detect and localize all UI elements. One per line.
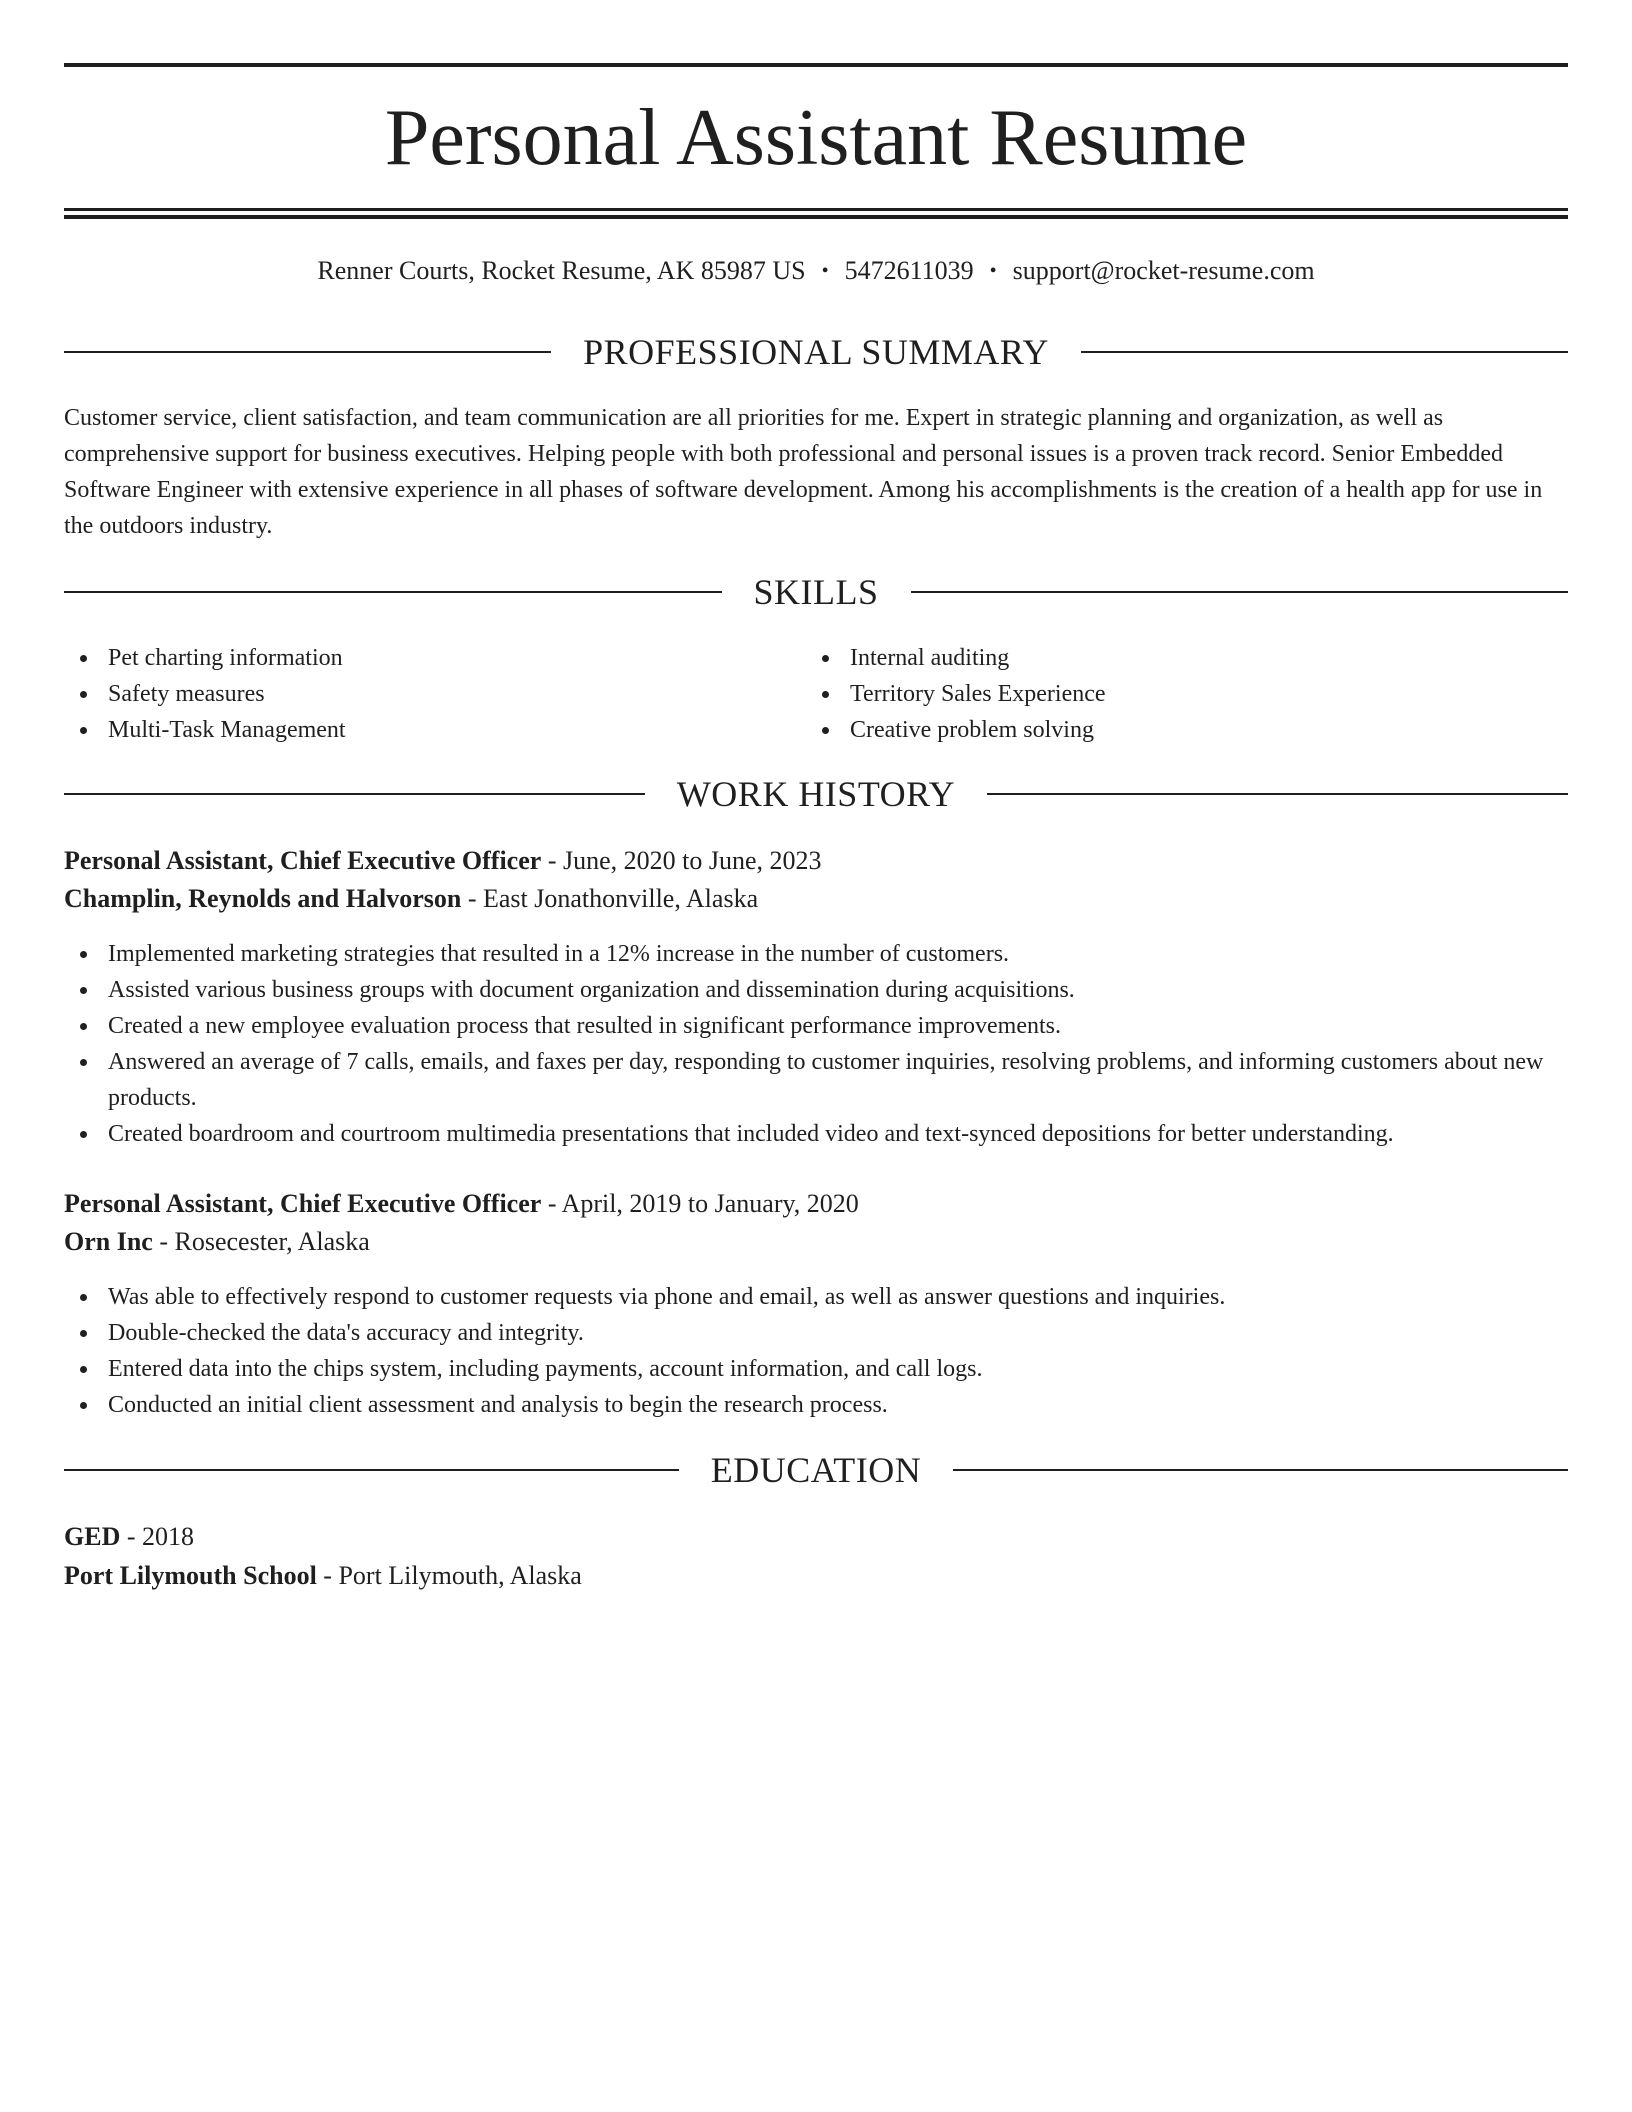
heading-rule <box>64 1469 679 1471</box>
section-heading-education <box>64 1448 1568 1492</box>
job-bullet: Entered data into the chips system, including payments, account information, and call logs. <box>64 1351 1568 1387</box>
heading-rule <box>64 793 645 795</box>
contact-separator: • <box>821 260 829 282</box>
job-bullet: Created a new employee evaluation process that resulted in significant performance improvements. <box>64 1008 1568 1044</box>
section-heading-label: EDUCATION <box>710 1450 922 1490</box>
skills-list-left <box>64 640 784 748</box>
section-heading-summary <box>64 330 1568 374</box>
job-bullet: Created boardroom and courtroom multimedia presentations that included video and text-synced depositions for better understanding. <box>64 1116 1568 1152</box>
heading-rule <box>64 591 722 593</box>
job-bullet: Assisted various business groups with document organization and dissemination during acquisitions. <box>64 972 1568 1008</box>
job-company-line <box>64 1223 1568 1261</box>
job-dates: - April, 2019 to January, 2020 <box>541 1189 859 1218</box>
skill-item: Pet charting information <box>64 640 784 676</box>
job-bullet: Answered an average of 7 calls, emails, and faxes per day, responding to customer inquiries, resolving problems, and informing customers about new products. <box>64 1044 1568 1116</box>
section-heading-label: SKILLS <box>753 572 879 612</box>
top-rule <box>64 63 1568 67</box>
skill-item: Internal auditing <box>806 640 1526 676</box>
title-rule-lower <box>64 215 1568 219</box>
education-school-line <box>64 1557 1568 1595</box>
skill-item: Territory Sales Experience <box>806 676 1526 712</box>
contact-line <box>64 253 1568 289</box>
job-location: - Rosecester, Alaska <box>152 1227 370 1256</box>
skill-item: Creative problem solving <box>806 712 1526 748</box>
education-degree: GED <box>64 1522 121 1551</box>
education-location: - Port Lilymouth, Alaska <box>316 1561 582 1590</box>
job-bullet: Double-checked the data's accuracy and integrity. <box>64 1315 1568 1351</box>
contact-phone: 5472611039 <box>844 256 974 285</box>
contact-email: support@rocket-resume.com <box>1012 256 1315 285</box>
job-bullets <box>64 1279 1568 1423</box>
title-rule-upper <box>64 208 1568 211</box>
job-bullet: Conducted an initial client assessment and analysis to begin the research process. <box>64 1387 1568 1423</box>
contact-address: Renner Courts, Rocket Resume, AK 85987 US <box>317 256 806 285</box>
contact-separator: • <box>989 260 997 282</box>
job-title: Personal Assistant, Chief Executive Officer <box>64 1189 542 1218</box>
job-bullets <box>64 936 1568 1152</box>
resume-title: Personal Assistant Resume <box>384 94 1248 182</box>
skills-list-right <box>806 640 1526 748</box>
heading-rule <box>1081 351 1568 353</box>
job-location: - East Jonathonville, Alaska <box>461 884 759 913</box>
section-heading-skills <box>64 570 1568 614</box>
job-company-line <box>64 880 1568 918</box>
job-company: Orn Inc <box>64 1227 153 1256</box>
heading-rule <box>911 591 1569 593</box>
heading-rule <box>987 793 1568 795</box>
education-degree-line <box>64 1518 1568 1556</box>
skill-item: Safety measures <box>64 676 784 712</box>
job-bullet: Implemented marketing strategies that resulted in a 12% increase in the number of customers. <box>64 936 1568 972</box>
summary-text: Customer service, client satisfaction, and team communication are all priorities for me. Expert in strategic planning and organization, as well as comprehensive support for business executives. Helping people with both professional and personal issues is a proven track record. Senior Embedded Software Engineer with extensive experience in all phases of software development. Among his accomplishments is the creation of a health app for use in the outdoors industry. <box>64 405 1543 539</box>
job-bullet: Was able to effectively respond to customer requests via phone and email, as well as answer questions and inquiries. <box>64 1279 1568 1315</box>
section-heading-work <box>64 772 1568 816</box>
heading-rule <box>953 1469 1568 1471</box>
job-title-line <box>64 1185 1568 1223</box>
education-school: Port Lilymouth School <box>64 1561 317 1590</box>
job-company: Champlin, Reynolds and Halvorson <box>64 884 462 913</box>
job-title-line <box>64 842 1568 880</box>
section-heading-label: WORK HISTORY <box>676 774 956 814</box>
heading-rule <box>64 351 551 353</box>
section-heading-label: PROFESSIONAL SUMMARY <box>583 332 1049 372</box>
education-year: - 2018 <box>120 1522 195 1551</box>
job-title: Personal Assistant, Chief Executive Officer <box>64 846 542 875</box>
job-dates: - June, 2020 to June, 2023 <box>541 846 822 875</box>
skill-item: Multi-Task Management <box>64 712 784 748</box>
